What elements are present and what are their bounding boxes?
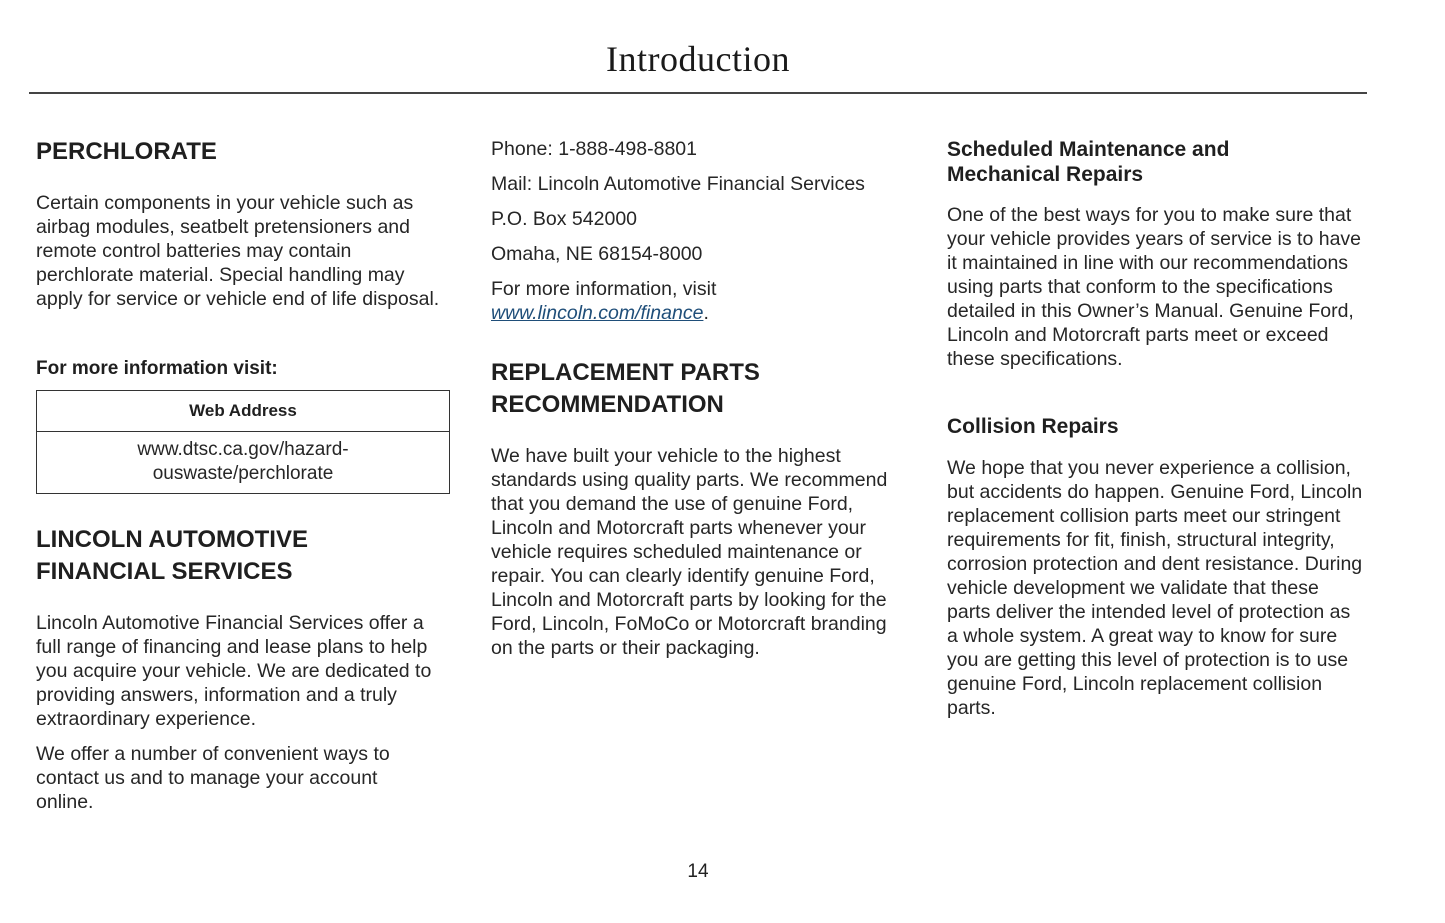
financial-body-1: Lincoln Automotive Financial Services offer a full range of financing and lease plans to help you acquire your vehicle. We are dedicated to providing answers, information and a truly extraordinary experience.: [36, 612, 432, 730]
scheduled-maintenance-body: One of the best ways for you to make sure that your vehicle provides years of service is to have it maintained in line with our recommendations using parts that conform to the specifications detailed in this Owner’s Manual. Genuine Ford, Lincoln and Motorcraft parts meet or exceed these specifications.: [947, 204, 1362, 370]
contact-mail: Mail: Lincoln Automotive Financial Services: [491, 173, 865, 195]
perchlorate-body: Certain components in your vehicle such as airbag modules, seatbelt pretensioners and remote control batteries may contain perchlorate material. Special handling may apply for service or vehicle end of life disposal.: [36, 192, 440, 310]
contact-more-info: For more information, visit www.lincoln.com/finance.: [491, 278, 717, 324]
page-number: 14: [687, 861, 709, 882]
web-address-table: [36, 390, 450, 494]
more-info-label: For more information visit:: [36, 358, 278, 379]
collision-repairs-heading: Collision Repairs: [947, 415, 1119, 438]
replacement-parts-heading: REPLACEMENT PARTS RECOMMENDATION: [491, 359, 760, 418]
header-divider: [29, 92, 1367, 94]
web-address-value[interactable]: www.dtsc.ca.gov/hazard-ouswaste/perchlorate: [137, 439, 349, 484]
financial-heading: LINCOLN AUTOMOTIVE FINANCIAL SERVICES: [36, 526, 308, 585]
lincoln-finance-link[interactable]: www.lincoln.com/finance: [491, 302, 704, 324]
financial-body-2: We offer a number of convenient ways to contact us and to manage your account online.: [36, 743, 390, 813]
page-title: Introduction: [606, 39, 790, 79]
table-row: [37, 432, 450, 494]
collision-repairs-body: We hope that you never experience a collision, but accidents do happen. Genuine Ford, Lincoln replacement collision parts meet our stringent requirements for fit, finish, structural integrity, corrosion protection and dent resistance. During vehicle development we validate that these parts deliver the intended level of protection as a whole system. A great way to know for sure you are getting this level of protection is to use genuine Ford, Lincoln replacement collision parts.: [947, 457, 1363, 719]
scheduled-maintenance-heading: Scheduled Maintenance and Mechanical Repairs: [947, 138, 1230, 186]
contact-city: Omaha, NE 68154-8000: [491, 243, 703, 265]
web-address-header: Web Address: [37, 391, 450, 432]
contact-po-box: P.O. Box 542000: [491, 208, 638, 230]
contact-phone: Phone: 1-888-498-8801: [491, 138, 697, 160]
replacement-parts-body: We have built your vehicle to the highest standards using quality parts. We recommend that you demand the use of genuine Ford, Lincoln and Motorcraft parts whenever your vehicle requires scheduled maintenance or repair. You can clearly identify genuine Ford, Lincoln and Motorcraft parts by looking for the Ford, Lincoln, FoMoCo or Motorcraft branding on the parts or their packaging.: [491, 445, 888, 659]
perchlorate-heading: PERCHLORATE: [36, 138, 217, 165]
